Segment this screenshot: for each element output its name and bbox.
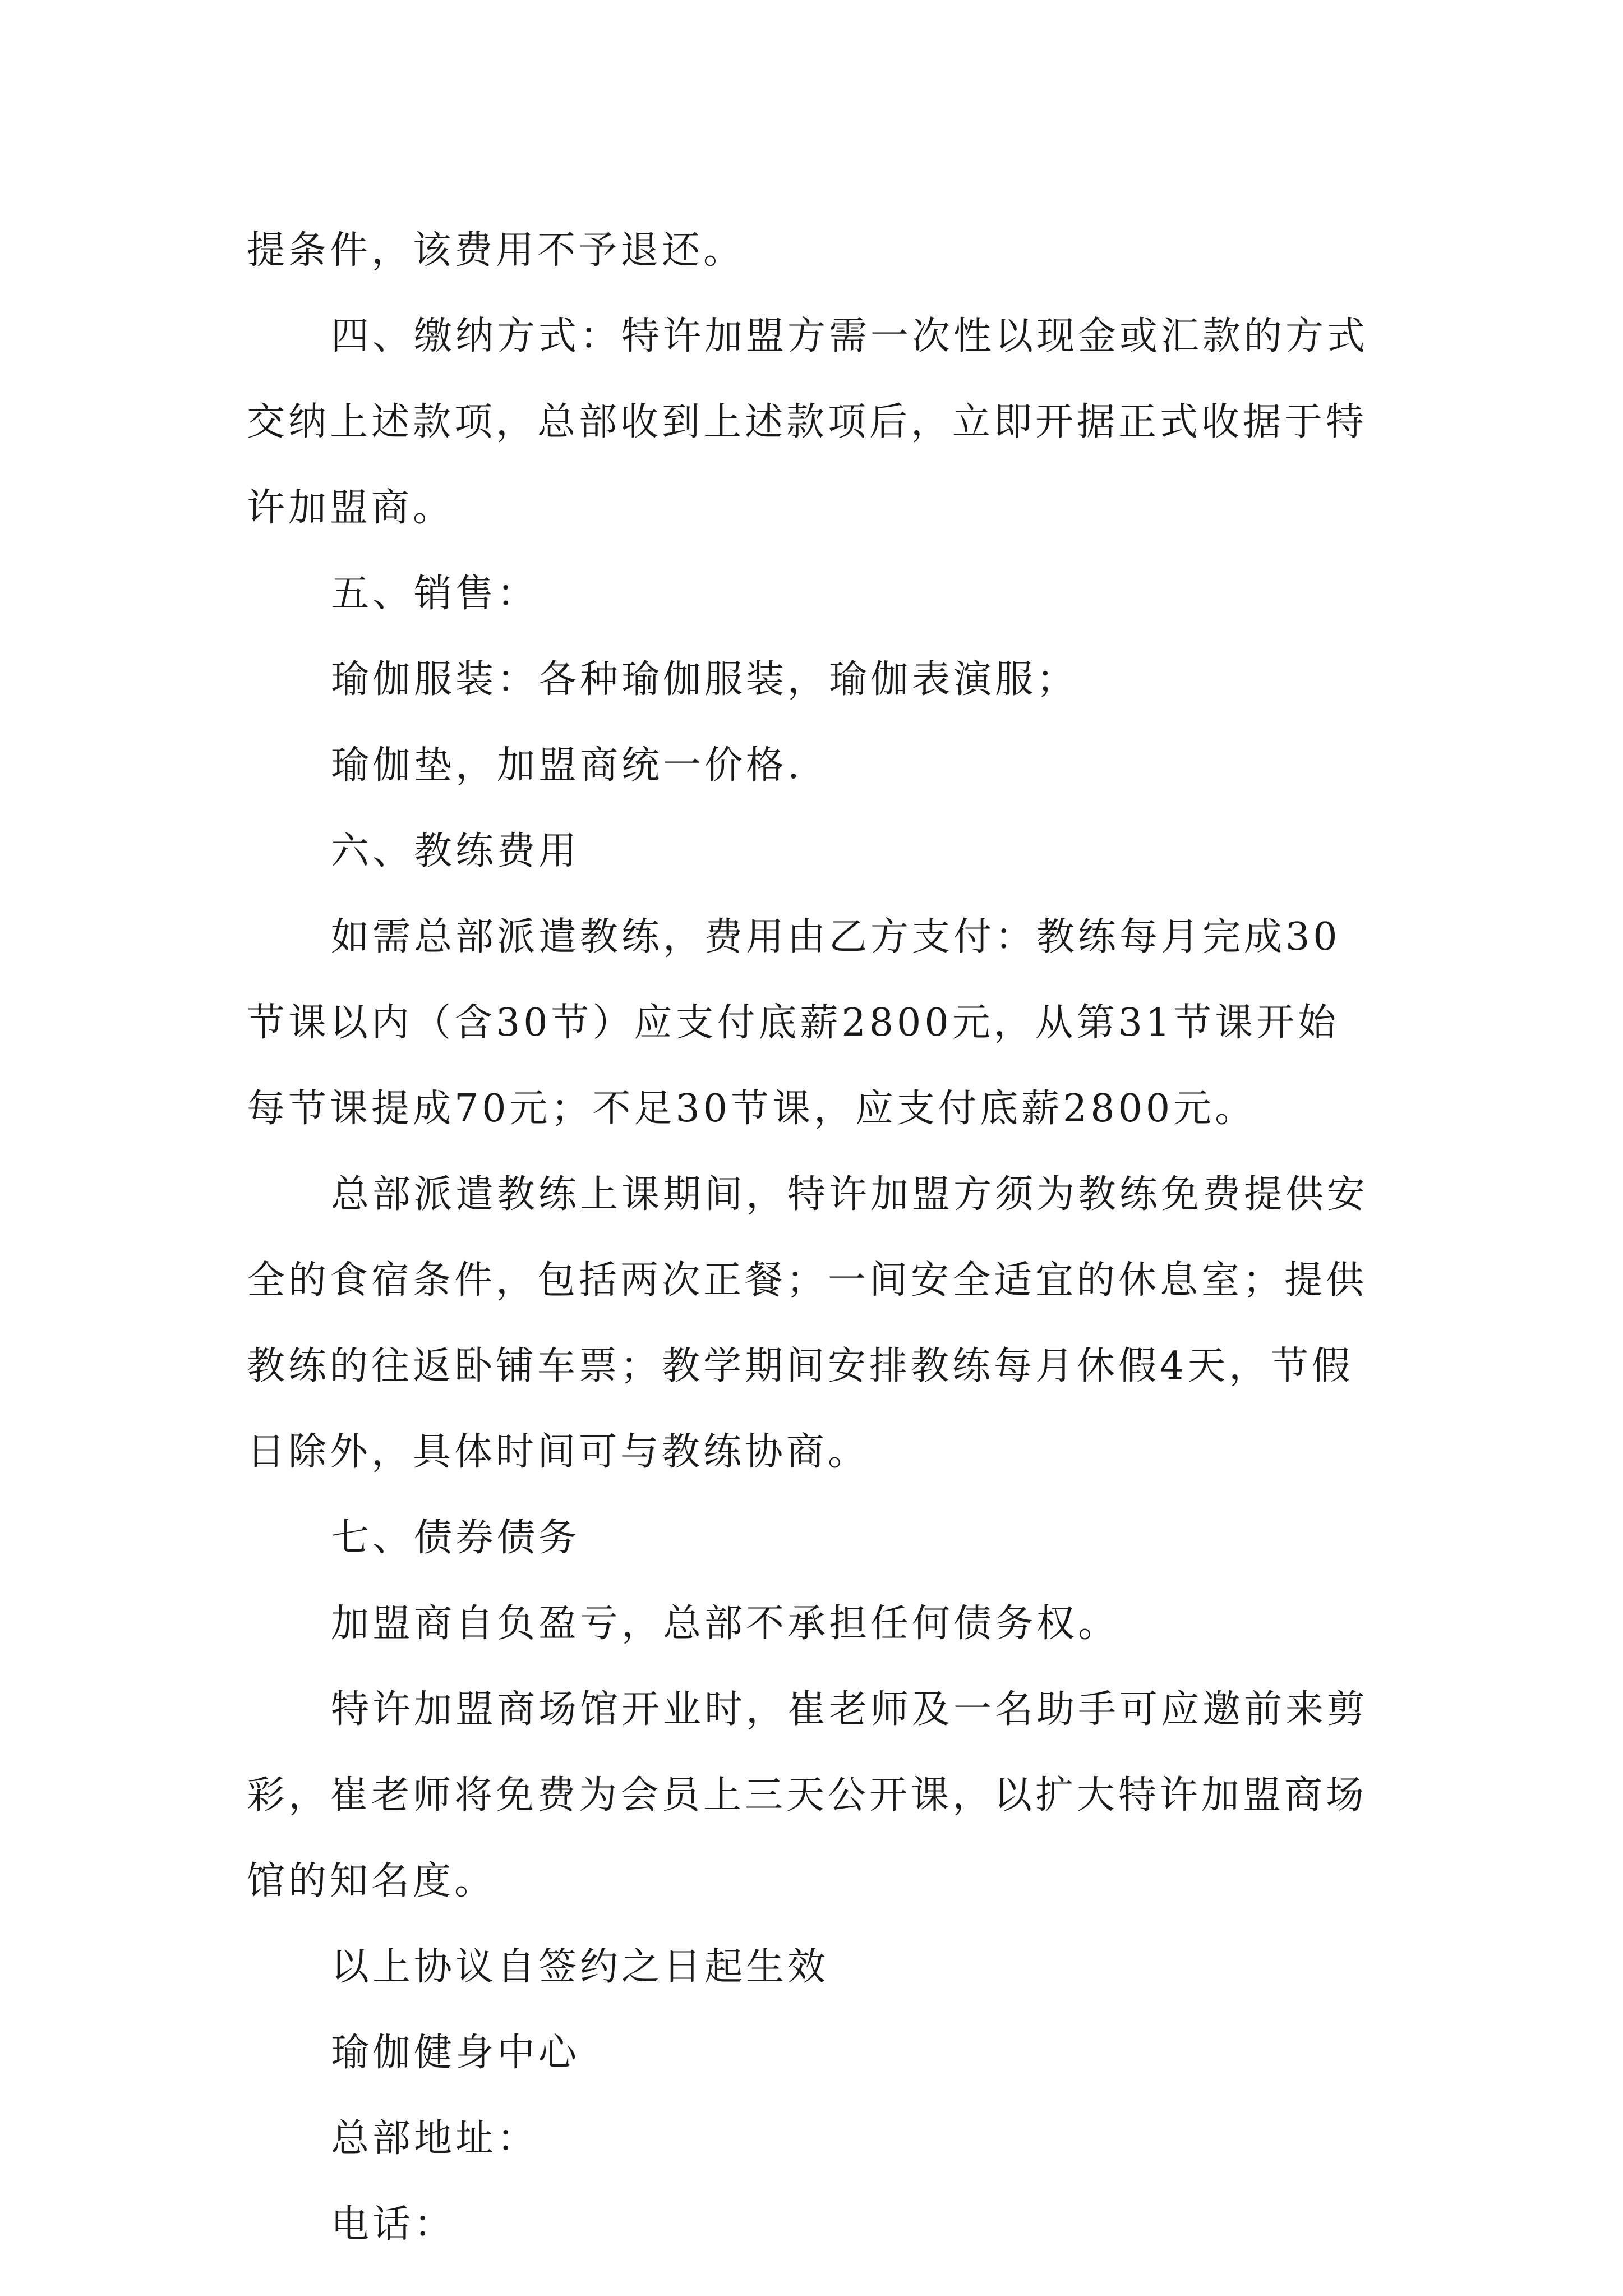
document-body <box>247 208 1377 2267</box>
heading-sales: 五、销售： <box>331 572 539 616</box>
paragraph-phone: 电话： <box>331 2202 456 2247</box>
paragraph-yoga-mat: 瑜伽垫，加盟商统一价格. <box>331 743 803 788</box>
paragraph-hq-address: 总部地址： <box>331 2116 539 2161</box>
paragraph-opening-ceremony: 特许加盟商场馆开业时，崔老师及一名助手可应邀前来剪彩，崔老师将免费为会员上三天公开课，以扩大特许加盟商场馆的知名度。 <box>247 1687 1369 1903</box>
paragraph-self-responsibility: 加盟商自负盈亏，总部不承担任何债务权。 <box>331 1602 1120 1646</box>
paragraph-refund-note: 提条件，该费用不予退还。 <box>247 228 745 273</box>
paragraph-yoga-clothing: 瑜伽服装：各种瑜伽服装，瑜伽表演服； <box>331 657 1078 702</box>
paragraph-effective-date: 以上协议自签约之日起生效 <box>331 1945 829 1989</box>
heading-debts: 七、债券债务 <box>331 1516 580 1560</box>
heading-coach-fees: 六、教练费用 <box>331 829 580 873</box>
paragraph-center-name: 瑜伽健身中心 <box>331 2031 580 2075</box>
paragraph-coach-fee-details: 如需总部派遣教练，费用由乙方支付：教练每月完成30节课以内（含30节）应支付底薪2800元，从第31节课开始每节课提成70元；不足30节课，应支付底薪2800元。 <box>247 915 1341 1131</box>
paragraph-payment-method: 四、缴纳方式：特许加盟方需一次性以现金或汇款的方式交纳上述款项，总部收到上述款项后，立即开据正式收据于特许加盟商。 <box>247 314 1369 530</box>
paragraph-coach-accommodation: 总部派遣教练上课期间，特许加盟方须为教练免费提供安全的食宿条件，包括两次正餐；一间安全适宜的休息室；提供教练的往返卧铺车票；教学期间安排教练每月休假4天，节假日除外，具体时间可与教练协商。 <box>247 1172 1369 1474</box>
